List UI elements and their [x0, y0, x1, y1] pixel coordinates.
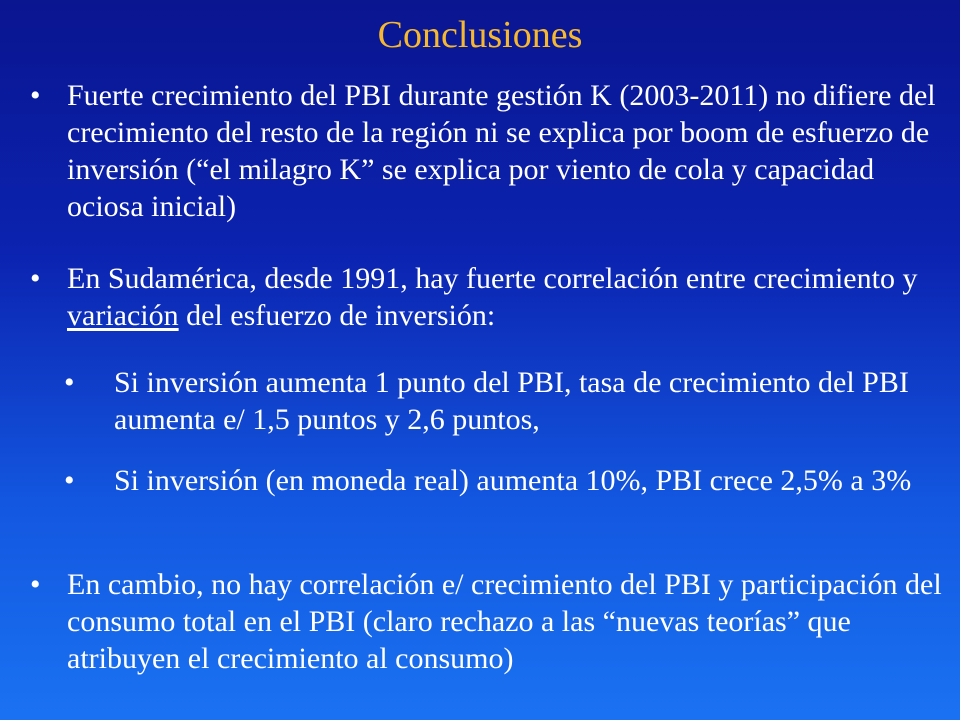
bullet-item-3 [30, 566, 942, 677]
bullet-dot-icon: • [30, 568, 41, 601]
bullet-dot-icon: • [64, 366, 75, 399]
bullet-dot-icon: • [30, 79, 41, 112]
bullet-text-part: del esfuerzo de inversión: [178, 299, 496, 332]
bullet-dot-icon: • [64, 464, 75, 497]
bullet-dot-icon: • [30, 262, 41, 295]
bullet-text-part: En Sudamérica, desde 1991, hay fuerte correlación entre crecimiento y [67, 262, 918, 295]
bullet-text: Si inversión (en moneda real) aumenta 10%, PBI crece 2,5% a 3% [114, 464, 912, 497]
sub-bullet-item-2 [64, 462, 942, 499]
bullet-text [67, 260, 942, 334]
bullet-text: Si inversión aumenta 1 punto del PBI, tasa de crecimiento del PBI aumenta e/ 1,5 puntos y 2,6 puntos, [114, 366, 909, 436]
bullet-item-1 [30, 77, 942, 225]
sub-bullet-item-1 [64, 364, 942, 438]
bullet-text: En cambio, no hay correlación e/ crecimiento del PBI y participación del consumo total en el PBI (claro rechazo a las “nuevas teorías” que atribuyen el crecimiento al consumo) [67, 568, 942, 675]
bullet-item-2 [30, 260, 942, 334]
underlined-word: variación [67, 299, 179, 332]
slide-title: Conclusiones [377, 14, 583, 56]
bullet-text: Fuerte crecimiento del PBI durante gestión K (2003-2011) no difiere del crecimiento del resto de la región ni se explica por boom de esfuerzo de inversión (“el milagro K” se explica por viento de cola y capacidad ociosa inicial) [67, 79, 936, 223]
